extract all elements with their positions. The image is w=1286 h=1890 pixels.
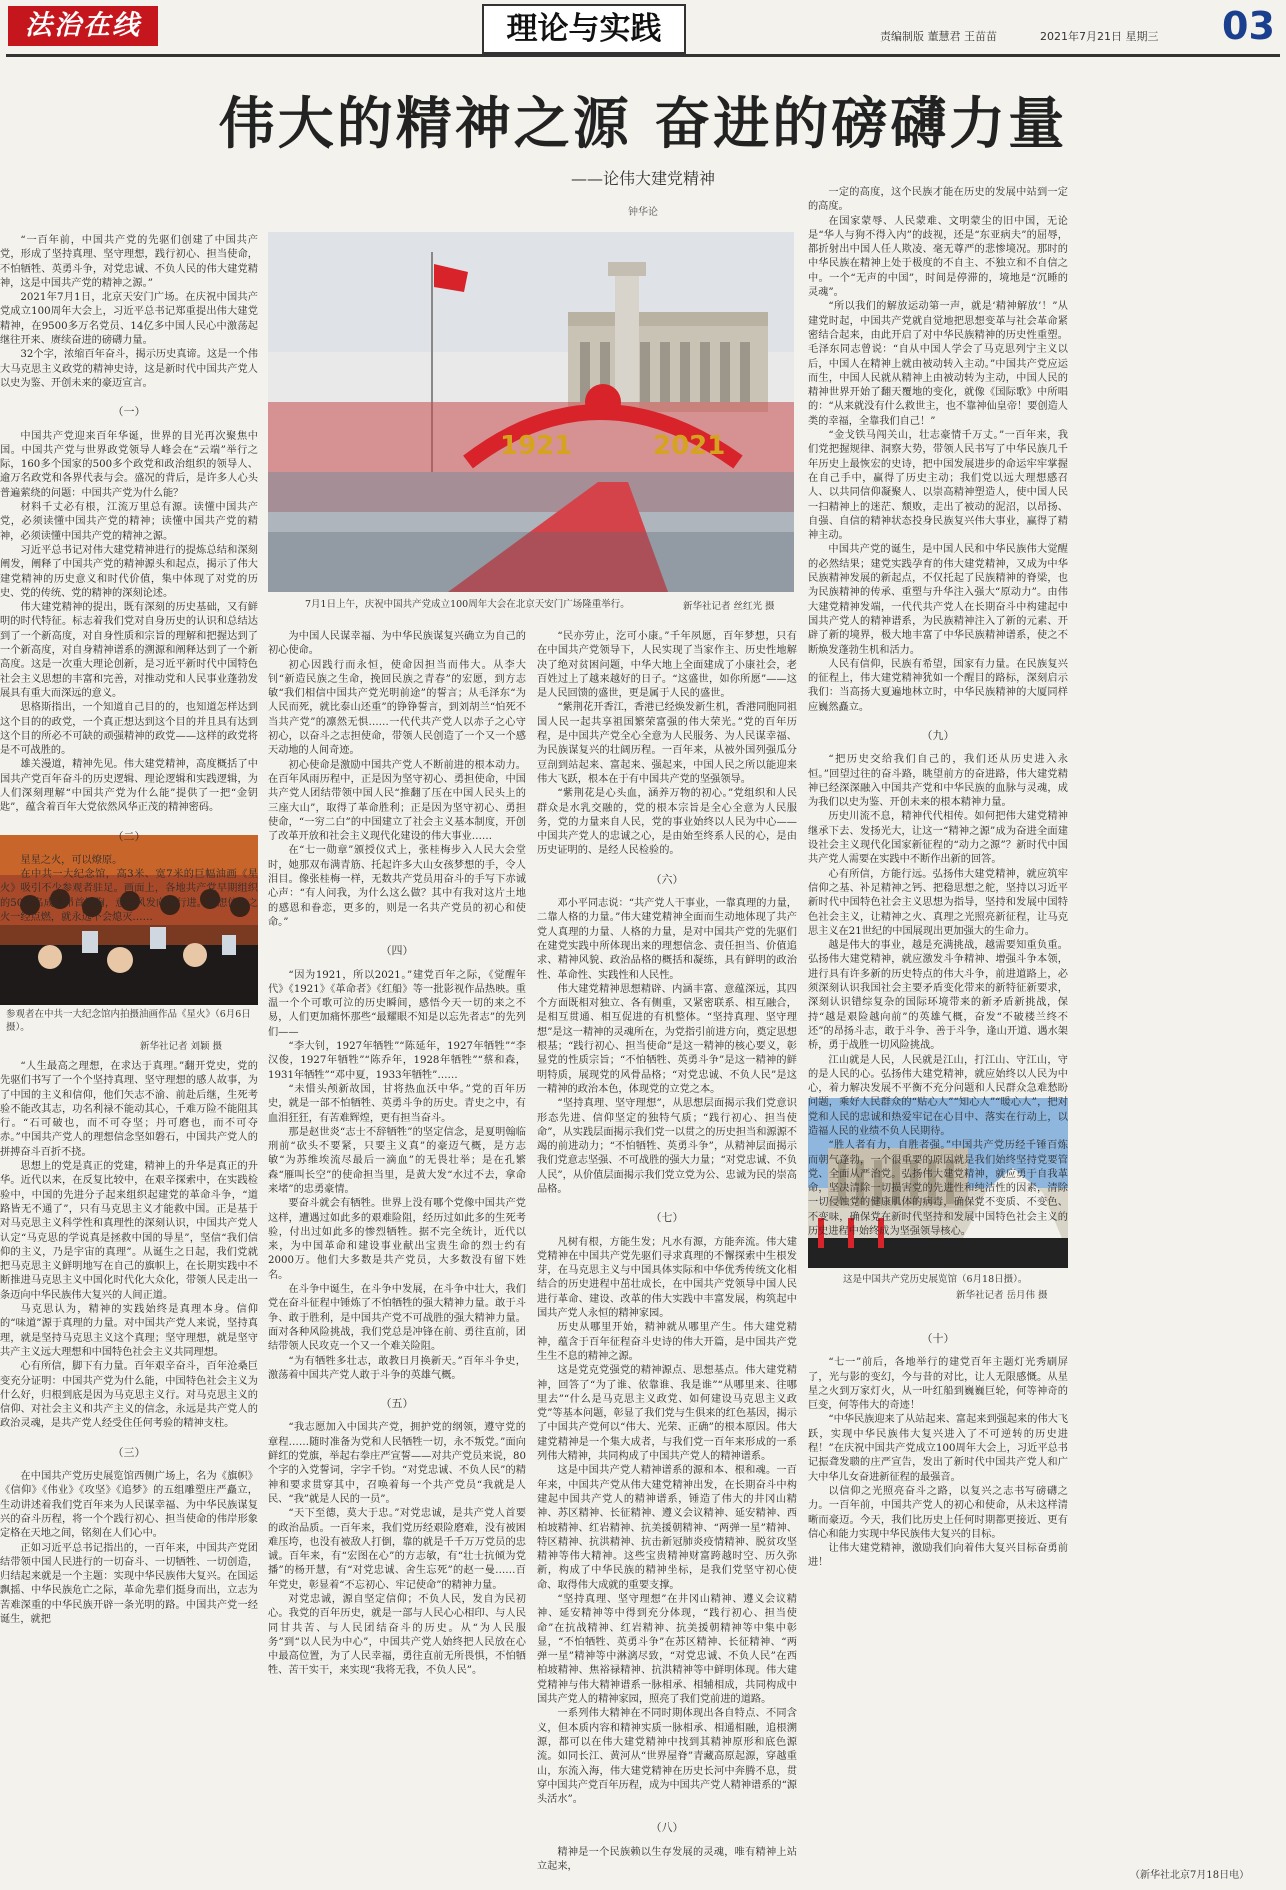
paragraph: “胜人者有力，自胜者强。”中国共产党历经千锤百炼而朝气蓬勃，一个很重要的原因就是我们始终坚持党要管党、全面从严治党。弘扬伟大建党精神，就应勇于自我革命，坚决清除一切损害党的先进性和纯洁性的因素，清除一切侵蚀党的健康肌体的病毒，确保党不变质、不变色、不变味，确保党在新时代坚持和发展中国特色社会主义的历史进程中始终成为坚强领导核心。 — [808, 1140, 1068, 1238]
paragraph: 让伟大建党精神，激励我们向着伟大复兴目标奋勇前进！ — [808, 1543, 1068, 1569]
newspaper-logo: 法治在线 — [8, 6, 158, 46]
paragraph: “未惜头颅新故国，甘将热血沃中华。”党的百年历史，就是一部不怕牺牲、英勇斗争的历史。青史之中，有血泪狂狂，有苦难辉煌，更有担当奋斗。 — [268, 1083, 526, 1124]
paragraph: “七一”前后，各地举行的建党百年主题灯光秀刷屏了，光与影的变幻，今与昔的对比，让人无限感慨。从星星之火到万家灯火，从一叶红船到巍巍巨轮，何等神奇的巨变，何等伟大的奇迹！ — [808, 1357, 1068, 1412]
section-head-3: （三） — [112, 1445, 146, 1459]
masthead — [0, 0, 1286, 55]
paragraph: 中国共产党迎来百年华诞，世界的目光再次聚焦中国。中国共产党与世界政党领导人峰会在“云端”举行之际，160多个国家的500多个政党和政治组织的领导人、逾万名政党和各界代表与会。盛况的背后，是许多人心头普遍萦绕的问题：中国共产党为什么能？ — [0, 430, 258, 499]
paragraph: 心有所信，方能行远。弘扬伟大建党精神，就应筑牢信仰之基、补足精神之钙、把稳思想之舵，坚持以习近平新时代中国特色社会主义思想为指导，坚持和发展中国特色社会主义，让精神之火、真理之光照亮新征程，让马克思主义在21世纪的中国展现出更加强大的生命力。 — [808, 868, 1068, 937]
paragraph: “李大钊，1927年牺牲”“陈延年，1927年牺牲”“李汉俊，1927年牺牲”“陈乔年，1928年牺牲”“蔡和森，1931年牺牲”“邓中夏，1933年牺牲”…… — [268, 1041, 526, 1081]
article-headline: 伟大的精神之源 奋进的磅礴力量 — [218, 92, 1068, 157]
paragraph: 凡树有根，方能生发；凡水有源，方能奔流。伟大建党精神在中国共产党先驱们寻求真理的不懈探索中生根发芽，在马克思主义与中国具体实际和中华优秀传统文化相结合的历史进程中茁壮成长，在中国共产党领导中国人民进行革命、建设、改革的伟大实践中丰富发展，构筑起中国共产党人永恒的精神家园。 — [537, 1236, 797, 1320]
photo2-credit: 新华社记者 刘颖 摄 — [140, 1041, 223, 1052]
paragraph: 中国共产党的诞生，是中国人民和中华民族伟大觉醒的必然结果；建党实践孕育的伟大建党精神，又成为中华民族精神发展的新起点，不仅托起了民族精神的脊梁，也为民族精神的传承、重塑与升华注入强大“原动力”。由伟大建党精神发端，一代代共产党人在长期奋斗中构建起中国共产党人的精神谱系，为民族精神注入了新的元素、开辟了新的境界，极大地丰富了中华民族精神谱系，使之不断焕发蓬勃生机和活力。 — [808, 544, 1068, 656]
article-subtitle: ——论伟大建党精神 — [570, 169, 715, 188]
paragraph: 一系列伟大精神在不同时期体现出各自特点、不同含义，但本质内容和精神实质一脉相承、相通相融，追根溯源，都可以在伟大建党精神中找到其精神原形和底色源流。如同长江、黄河从“世界屋脊”青藏高原起源，穿越重山，东流入海，伟大建党精神在历史长河中奔腾不息，贯穿中国共产党百年历程，成为中国共产党人精神谱系的“源头活水”。 — [537, 1708, 797, 1806]
paragraph: “一百年前，中国共产党的先驱们创建了中国共产党，形成了坚持真理、坚守理想，践行初心、担当使命，不怕牺牲、英勇斗争，对党忠诚、不负人民的伟大建党精神，这是中国共产党的精神之源。” — [0, 235, 258, 289]
paragraph: “所以我们的解放运动第一声，就是‘精神解放’！”从建党时起，中国共产党就自觉地把思想变革与社会革命紧密结合起来，由此开启了对中华民族精神的历史性重塑。毛泽东同志曾说：“自从中国人学会了马克思列宁主义以后，中国人在精神上就由被动转入主动。”中国共产党应运而生，中国人民就从精神上由被动转为主动，中国人民的精神世界开始了翻天覆地的变化，就像《国际歌》中所唱的：“从来就没有什么救世主，也不靠神仙皇帝！要创造人类的幸福，全靠我们自己！” — [808, 301, 1068, 427]
article-byline: 钟华论 — [628, 207, 658, 218]
paragraph: “人生最高之理想，在求达于真理。”翻开党史，党的先驱们书写了一个个坚持真理、坚守理想的感人故事，为了中国的主义和信仰，他们矢志不渝、前赴后继，生死考验不能改其志，功名利禄不能动其心，千难万险不能阻其行。“石可破也，而不可夺坚；丹可磨也，而不可夺赤。”中国共产党人的理想信念坚如磐石，中国共产党人的拼搏奋斗百折不挠。 — [0, 1061, 258, 1158]
section-head-7: （七） — [650, 1211, 684, 1225]
photo3-credit: 新华社记者 岳月伟 摄 — [956, 1290, 1048, 1301]
paragraph: 心有所信，脚下有力量。百年艰辛奋斗，百年沧桑巨变充分证明：中国共产党为什么能，中国特色社会主义为什么好，归根到底是因为马克思主义行。对马克思主义的信仰、对社会主义和共产主义的信念，永远是共产党人的政治灵魂，是共产党人经受住任何考验的精神支柱。 — [0, 1361, 258, 1430]
column-1-bottom — [0, 1060, 258, 1890]
paragraph: “我志愿加入中国共产党，拥护党的纲领，遵守党的章程……随时准备为党和人民牺牲一切，永不叛党。”面向鲜红的党旗，举起右拳庄严宣誓——对共产党员来说，80个字的入党誓词，字字千钧。“对党忠诚、不负人民”的精神和要求贯穿其中，召唤着每一个共产党员“我就是人民、“我”就是人民的一员”。 — [268, 1422, 526, 1505]
paragraph: 那是赵世炎“志士不辞牺牲”的坚定信念，是夏明翰临刑前“砍头不要紧，只要主义真”的豪迈气概，是方志敏“为苏维埃流尽最后一滴血”的无畏壮举；是在孔繁森“雁叫长空”的使命担当里，是黄大发“水过不去，拿命来堵”的忠勇豪情。 — [268, 1126, 526, 1195]
paragraph: 雄关漫道，精神先见。伟大建党精神，高度概括了中国共产党百年奋斗的历史逻辑、理论逻辑和实践逻辑，为人们深刻理解“中国共产党为什么能”提供了一把“金钥匙”，蕴含着百年大党依然风华正茂的精神密码。 — [0, 759, 258, 814]
photo2-caption: 参观者在中共一大纪念馆内拍摄油画作品《星火》（6月6日摄）。 — [6, 1009, 251, 1033]
paragraph: 这是中国共产党人精神谱系的源和本、根和魂。一百年来，中国共产党从伟大建党精神出发，在长期奋斗中构建起中国共产党人的精神谱系，锤造了伟大的井冈山精神、苏区精神、长征精神、遵义会议精神、延安精神、西柏坡精神、红岩精神、抗美援朝精神、“两弹一星”精神、特区精神、抗洪精神、抗击新冠肺炎疫情精神、脱贫攻坚精神等伟大精神。这些宝贵精神财富跨越时空、历久弥新，构成了中华民族的精神坐标，是我们党坚守初心使命、取得伟大成就的重要支撑。 — [537, 1465, 797, 1591]
paragraph: 对党忠诚，源自坚定信仰；不负人民，发自为民初心。我党的百年历史，就是一部与人民心心相印、与人民同甘共苦、与人民团结奋斗的历史。从“为人民服务”到“以人民为中心”，中国共产党人始终把人民放在心中最高位置，为了人民幸福，勇往直前无所畏惧，不怕牺牲、苦干实干，来实现“我将无我，不负人民”。 — [268, 1594, 526, 1677]
dateline-signoff: （新华社北京7月18日电） — [1130, 1870, 1250, 1881]
paragraph: 2021年7月1日，北京天安门广场。在庆祝中国共产党成立100周年大会上，习近平总书记郑重提出伟大建党精神，在9500多万名党员、14亿多中国人民心中激荡起继往开来、赓续奋进的磅礴力量。 — [0, 292, 258, 347]
paragraph: 在中国共产党历史展览馆西侧广场上，名为《旗帜》《信仰》《伟业》《攻坚》《追梦》的五组雕塑庄严矗立，生动讲述着我们党百年来为人民谋幸福、为中华民族谋复兴的奋斗历程，将一个个践行初心、担当使命的伟岸形象定格在天地之间，铭刻在人们心中。 — [0, 1471, 258, 1540]
paragraph: 伟大建党精神思想精辟、内涵丰富、意蕴深远，其四个方面既相对独立、各有侧重，又紧密联系、相互融合，是相互贯通、相互促进的有机整体。“坚持真理、坚守理想”是这一精神的灵魂所在，为党指引前进方向，奠定思想根基；“践行初心、担当使命”是这一精神的核心要义，彰显党的性质宗旨；“不怕牺牲、英勇斗争”是这一精神的鲜明特质，展现党的风骨品格；“对党忠诚、不负人民”是这一精神的政治本色，体现党的立党之本。 — [537, 983, 797, 1095]
paragraph: 初心因践行而永恒，使命因担当而伟大。从李大钊“新造民族之生命，挽回民族之青春”的宏愿，到方志敏“我们相信中国共产党光明前途”的誓言；从毛泽东“为人民而死，就比泰山还重”的铮铮誓言，到刘胡兰“怕死不当共产党”的凛然无惧……一代代共产党人以赤子之心守初心，以奋斗之志担使命，带领人民创造了一个又一个感天动地的人间奇迹。 — [268, 659, 526, 757]
paragraph: “金戈铁马闯关山，壮志豪情千万丈。”一百年来，我们党把握规律、洞察大势，带领人民书写了中华民族几千年历史上最恢宏的史诗，把中国发展进步的命运牢牢掌握在自己手中，赢得了历史主动；我们党以远大理想感召人、以共同信仰凝聚人、以崇高精神塑造人，使中国人民一扫精神上的迷茫、颓败，走出了被动的泥沼，以昂扬、自强、自信的精神状态投身民族复兴伟大事业，赢得了精神主动。 — [808, 430, 1068, 542]
paragraph: “为有牺牲多壮志，敢教日月换新天。”百年斗争史，激荡着中国共产党人敢于斗争的英雄气概。 — [268, 1355, 526, 1381]
photo1-caption: 7月1日上午，庆祝中国共产党成立100周年大会在北京天安门广场隆重举行。 — [305, 599, 630, 610]
section-head-9: （九） — [921, 728, 955, 742]
column-3 — [268, 630, 526, 1890]
paragraph: 在国家蒙辱、人民蒙难、文明蒙尘的旧中国，无论是“华人与狗不得入内”的歧视，还是“东亚病夫”的屈辱，都折射出中国人任人欺凌、毫无尊严的悲惨境况。那时的中华民族在精神上处于极度的不自主、不独立和不自信之中。一个“无声的中国”，时间是停滞的，境地是“沉睡的灵魂”。 — [808, 215, 1068, 299]
paragraph: 在“七一勋章”颁授仪式上，张桂梅步入人民大会堂时，她那双布满青筋、托起许多大山女孩梦想的手，令人泪目。像张桂梅一样，无数共产党员用奋斗的手写下赤诚心声：“有人问我，为什么这么做？其中有我对这片土地的感恩和眷恋，更多的，则是一名共产党员的初心和使命。” — [268, 845, 526, 928]
svg-text:1921: 1921 — [500, 431, 573, 461]
paragraph: 越是伟大的事业，越是充满挑战，越需要知重负重。弘扬伟大建党精神，就应激发斗争精神、增强斗争本领，进行具有许多新的历史特点的伟大斗争，前进道路上，必须深刻认识我国社会主要矛盾变化带来的新特征新要求，深刻认识错综复杂的国际环境带来的新矛盾新挑战，保持“越是艰险越向前”的英雄气概，奋发“不破楼兰终不还”的昂扬斗志，敢于斗争、善于斗争，逢山开道、遇水架桥，勇于战胜一切风险挑战。 — [808, 940, 1068, 1052]
svg-text:2021: 2021 — [653, 431, 726, 461]
paragraph: 32个字，浓缩百年奋斗，揭示历史真谛。这是一个伟大马克思主义政党的精神史诗，这是新时代中国共产党人以史为鉴、开创未来的豪迈宣言。 — [0, 349, 258, 389]
paragraph: 人民有信仰，民族有希望，国家有力量。在民族复兴的征程上，伟大建党精神犹如一个醒目的路标，深刻启示我们：当高扬大夏遍地林立时，中华民族精神的大厦同样应巍然矗立。 — [808, 658, 1068, 713]
paragraph: 在斗争中诞生，在斗争中发展，在斗争中壮大，我们党在奋斗征程中锤炼了不怕牺牲的强大精神力量。敢于斗争、敢于胜利，是中国共产党不可战胜的强大精神力量。面对各种风险挑战，我们党总是冲锋在前、勇往直前，团结带领人民攻克一个又一个难关险阻。 — [268, 1284, 526, 1353]
section-head-2: （二） — [112, 829, 146, 843]
paragraph: 一定的高度，这个民族才能在历史的发展中站到一定的高度。 — [808, 187, 1068, 213]
paragraph: 习近平总书记对伟大建党精神进行的提炼总结和深刻阐发，阐释了中国共产党的精神源头和起点，揭示了伟大建党精神的历史意义和时代价值，集中体现了对党的历史、党的传统、党的精神的深刻论述。 — [0, 544, 258, 599]
paragraph: 材料千丈必有根，江流万里总有源。读懂中国共产党，必须读懂中国共产党的精神；读懂中国共产党的精神，必须读懂中国共产党的精神之源。 — [0, 502, 258, 542]
paragraph: “紫荆花开香江，香港已经焕发新生机，香港同胞同祖国人民一起共享祖国繁荣富强的伟大荣光。”党的百年历程，是中国共产党全心全意为人民服务、为人民谋幸福、为民族谋复兴的壮阔历程。一百年来，从被外国列强瓜分豆剖到站起来、富起来、强起来，中国人民之所以能迎来伟大飞跃，根本在于有中国共产党的坚强领导。 — [537, 702, 797, 785]
paragraph: 历史川流不息，精神代代相传。如何把伟大建党精神继承下去、发扬光大，让这一“精神之源”成为奋进全面建设社会主义现代化国家新征程的“动力之源”？新时代中国共产党人需要在实践中不断作出新的回答。 — [808, 811, 1068, 866]
section-head-8: （八） — [650, 1821, 684, 1835]
column-5-top — [808, 186, 1068, 1238]
paragraph: “坚持真理、坚守理想”在井冈山精神、遵义会议精神、延安精神等中得到充分体现，“践行初心、担当使命”在抗战精神、红岩精神、抗美援朝精神等中集中彰显，“不怕牺牲、英勇斗争”在苏区精神、长征精神、“两弹一星”精神等中淋漓尽致，“对党忠诚、不负人民”在西柏坡精神、焦裕禄精神、抗洪精神等中鲜明体现。伟大建党精神与伟大精神谱系一脉相承、相辅相成，共同构成中国共产党人的精神家园，照亮了我们党前进的道路。 — [537, 1594, 797, 1706]
paragraph: 思想上的党是真正的党建，精神上的升华是真正的升华。近代以来，在反复比较中，在艰辛探索中，在实践检验中，中国的先进分子起来组织起建党的革命斗争，“道路皆无不通了”，只有马克思主义才能救中国。正是基于对马克思主义科学性和真理性的深刻认识，中国共产党人认定“马克思的学说真是拯救中国的导星”，坚信“我们信仰的主义，乃是宇宙的真理”。从诞生之日起，我们党就把马克思主义鲜明地写在自己的旗帜上，在长期实践中不断推进马克思主义中国化时代化大众化，带领人民走出一条迈向中华民族伟大复兴的人间正道。 — [0, 1161, 258, 1301]
paragraph: 为中国人民谋幸福、为中华民族谋复兴确立为自己的初心使命。 — [268, 631, 526, 657]
paragraph: 在中共一大纪念馆，高3米、宽7米的巨幅油画《星火》吸引不少参观者驻足。画面上，各地共产党早期组织的50余名成员昂首挺胸，意气风发向前行进。理想信念之火一经点燃，就永远不会熄灭…… — [0, 869, 258, 924]
paragraph: 历史从哪里开始，精神就从哪里产生。伟大建党精神，蕴含于百年征程奋斗史诗的伟大开篇，是中国共产党生生不息的精神之源。 — [537, 1322, 797, 1362]
section-head-4: （四） — [380, 944, 414, 958]
ceremony-illustration — [268, 232, 794, 592]
paragraph: 以信仰之光照亮奋斗之路，以复兴之志书写磅礴之力。一百年前，中国共产党人的初心和使命，从未这样清晰而豪迈。今天，我们比历史上任何时期都更接近、更有信心和能力实现中华民族伟大复兴的目标。 — [808, 1485, 1068, 1540]
masthead-rule — [6, 54, 1280, 57]
paragraph: 江山就是人民，人民就是江山，打江山、守江山，守的是人民的心。弘扬伟大建党精神，就应始终以人民为中心，着力解决发展不平衡不充分问题和人民群众急难愁盼问题，乘好人民群众的“贴心人”“知心人”“暖心人”，把对党和人民的忠诚和热爱牢记在心目中、落实在行动上，以造福人民的业绩不负人民期待。 — [808, 1054, 1068, 1137]
paragraph: 初心使命是激励中国共产党人不断前进的根本动力。在百年风雨历程中，正是因为坚守初心、勇担使命，中国共产党人团结带领中国人民“推翻了压在中国人民头上的三座大山”，取得了革命胜利；正是因为坚守初心、勇担使命，“一穷二白”的中国建立了社会主义基本制度，开创了改革开放和社会主义现代化建设的伟大事业…… — [268, 759, 526, 843]
section-head-10: （十） — [921, 1332, 955, 1345]
paragraph: “坚持真理、坚守理想”，从思想层面揭示我们党意识形态先进、信仰坚定的独特气质；“践行初心、担当使命”，从实践层面揭示我们党一以贯之的历史担当和源源不竭的前进动力；“不怕牺牲、英勇斗争”，从精神层面揭示我们党意志坚强、不可战胜的强大力量；“对党忠诚、不负人民”，从价值层面揭示我们党立党为公、忠诚为民的崇高品格。 — [537, 1098, 797, 1195]
paragraph: “紫荆花是心头血，涵养万物的初心。”党组织和人民群众是水乳交融的，党的根本宗旨是全心全意为人民服务，党的力量来自人民，党的事业始终以人民为中心——中国共产党人的忠诚之心，是由始至终系人民的心，是由历史证明的、是经人民检验的。 — [537, 788, 797, 857]
column-4 — [537, 630, 797, 1890]
paragraph: 伟大建党精神的提出，既有深刻的历史基础，又有鲜明的时代特征。标志着我们党对自身历史的认识和总结达到了一个新高度，对自身性质和宗旨的理解和把握达到了一个新高度，对自身精神谱系的溯源和阐释达到了一个新高度。这是一次重大理论创新，是习近平新时代中国特色社会主义思想的丰富和完善，对推动党和人民事业蓬勃发展具有重大而深远的意义。 — [0, 602, 258, 699]
paragraph: 正如习近平总书记指出的，一百年来，中国共产党团结带领中国人民进行的一切奋斗、一切牺牲、一切创造，归结起来就是一个主题：实现中华民族伟大复兴。在国运飘摇、中华民族危亡之际，革命先辈们挺身而出，立志为苦难深重的中华民族开辟一条光明的路。中国共产党一经诞生，就把 — [0, 1542, 258, 1625]
section-head-5: （五） — [380, 1397, 414, 1411]
paragraph: 要奋斗就会有牺牲。世界上没有哪个党像中国共产党这样，遭遇过如此多的艰难险阻，经历过如此多的生死考验，付出过如此多的惨烈牺牲。据不完全统计，近代以来，为中国革命和建设事业献出宝贵生命的烈士约有2000万。他们大多数是共产党员，大多数没有留下姓名。 — [268, 1198, 526, 1281]
paragraph: “民亦劳止，汔可小康。”千年夙愿，百年梦想，只有在中国共产党领导下，人民实现了当家作主、历史性地解决了绝对贫困问题，中华大地上全面建成了小康社会，老百姓过上了越来越好的日子。“这盛世，如你所愿”——这是人民回馈的盛世，更是属于人民的盛世。 — [537, 631, 797, 700]
paragraph: “天下至德，莫大于忠。”对党忠诚，是共产党人首要的政治品质。一百年来，我们党历经艰险磨难，没有被困难压垮，也没有被敌人打倒，靠的就是千千万万党员的忠诚。百年来，有“宏图在心”的方志敏，有“壮士抗倾为党播”的杨开慧，有“对党忠诚、舍生忘死”的赵一曼……百年党史，彰显着“不忘初心、牢记使命”的精神力量。 — [268, 1508, 526, 1591]
column-1-top — [0, 234, 258, 924]
paragraph: 思格斯指出，一个知道自己目的的，也知道怎样达到这个目的的政党，一个真正想达到这个目的并且具有达到这个目的所必不可缺的顽强精神的政党——这样的政党将是不可战胜的。 — [0, 702, 258, 757]
photo1-credit: 新华社记者 丝红光 摄 — [683, 601, 775, 612]
paragraph: 星星之火，可以燎原。 — [20, 854, 123, 866]
editors-line: 责编制版 董慧君 王苗苗 — [880, 30, 997, 43]
photo-tiananmen-ceremony — [268, 232, 794, 592]
paragraph: 精神是一个民族赖以生存发展的灵魂，唯有精神上站立起来， — [537, 1846, 797, 1873]
paragraph: “把历史交给我们自己的，我们还从历史进入永恒。”回望过往的奋斗路，眺望前方的奋进路，伟大建党精神已经深深融入中国共产党和中华民族的血脉与灵魂，成为我们以史为鉴、开创未来的根本精神力量。 — [808, 754, 1068, 809]
paragraph: 马克思认为，精神的实践始终是真理本身。信仰的“味道”源于真理的力量。对中国共产党人来说，坚持真理，就是坚持马克思主义这个真理；坚守理想，就是坚守共产主义远大理想和中国特色社会主义共同理想。 — [0, 1304, 258, 1358]
section-title: 理论与实践 — [482, 4, 686, 54]
page-number: 03 — [1222, 4, 1275, 48]
paragraph: “中华民族迎来了从站起来、富起来到强起来的伟大飞跃，实现中华民族伟大复兴进入了不可逆转的历史进程！”在庆祝中国共产党成立100周年大会上，习近平总书记振聋发聩的庄严宣告，发出了新时代中国共产党人和广大中华儿女奋进新征程的最强音。 — [808, 1414, 1068, 1483]
issue-date: 2021年7月21日 星期三 — [1040, 30, 1159, 43]
paragraph: 邓小平同志说：“共产党人干事业，一靠真理的力量，二靠人格的力量。”伟大建党精神全面而生动地体现了共产党人真理的力量、人格的力量，是对中国共产党的先驱们在建党实践中所体现出来的理想信念、责任担当、价值追求、精神风貌、政治品格的概括和凝练，具有鲜明的政治性、革命性、实践性和人民性。 — [537, 898, 797, 981]
photo3-caption: 这是中国共产党历史展览馆（6月18日摄）。 — [843, 1274, 1028, 1285]
column-5-bottom — [808, 1318, 1068, 1863]
section-head-6: （六） — [650, 872, 684, 886]
paragraph: 这是党克党强党的精神源点、思想基点。伟大建党精神，回答了“为了谁、依靠谁、我是谁”“从哪里来、往哪里去”“什么是马克思主义政党、如何建设马克思主义政党”等基本问题，彰显了我们党与生俱来的红色基因，揭示了中国共产党何以“伟大、光荣、正确”的根本原因。伟大建党精神是一个集大成者，与我们党一百年来形成的一系列伟大精神，共同构成了中国共产党人的精神谱系。 — [537, 1365, 797, 1463]
paragraph: “因为1921，所以2021。”建党百年之际，《觉醒年代》《1921》《革命者》《红船》等一批影视作品热映。重温一个个可歌可泣的历史瞬间，感悟今天一切的来之不易，人们更加痛怀那些“最耀眼不知是以忘先者志”的先列们—— — [268, 969, 526, 1038]
section-head-1: （一） — [112, 405, 146, 419]
